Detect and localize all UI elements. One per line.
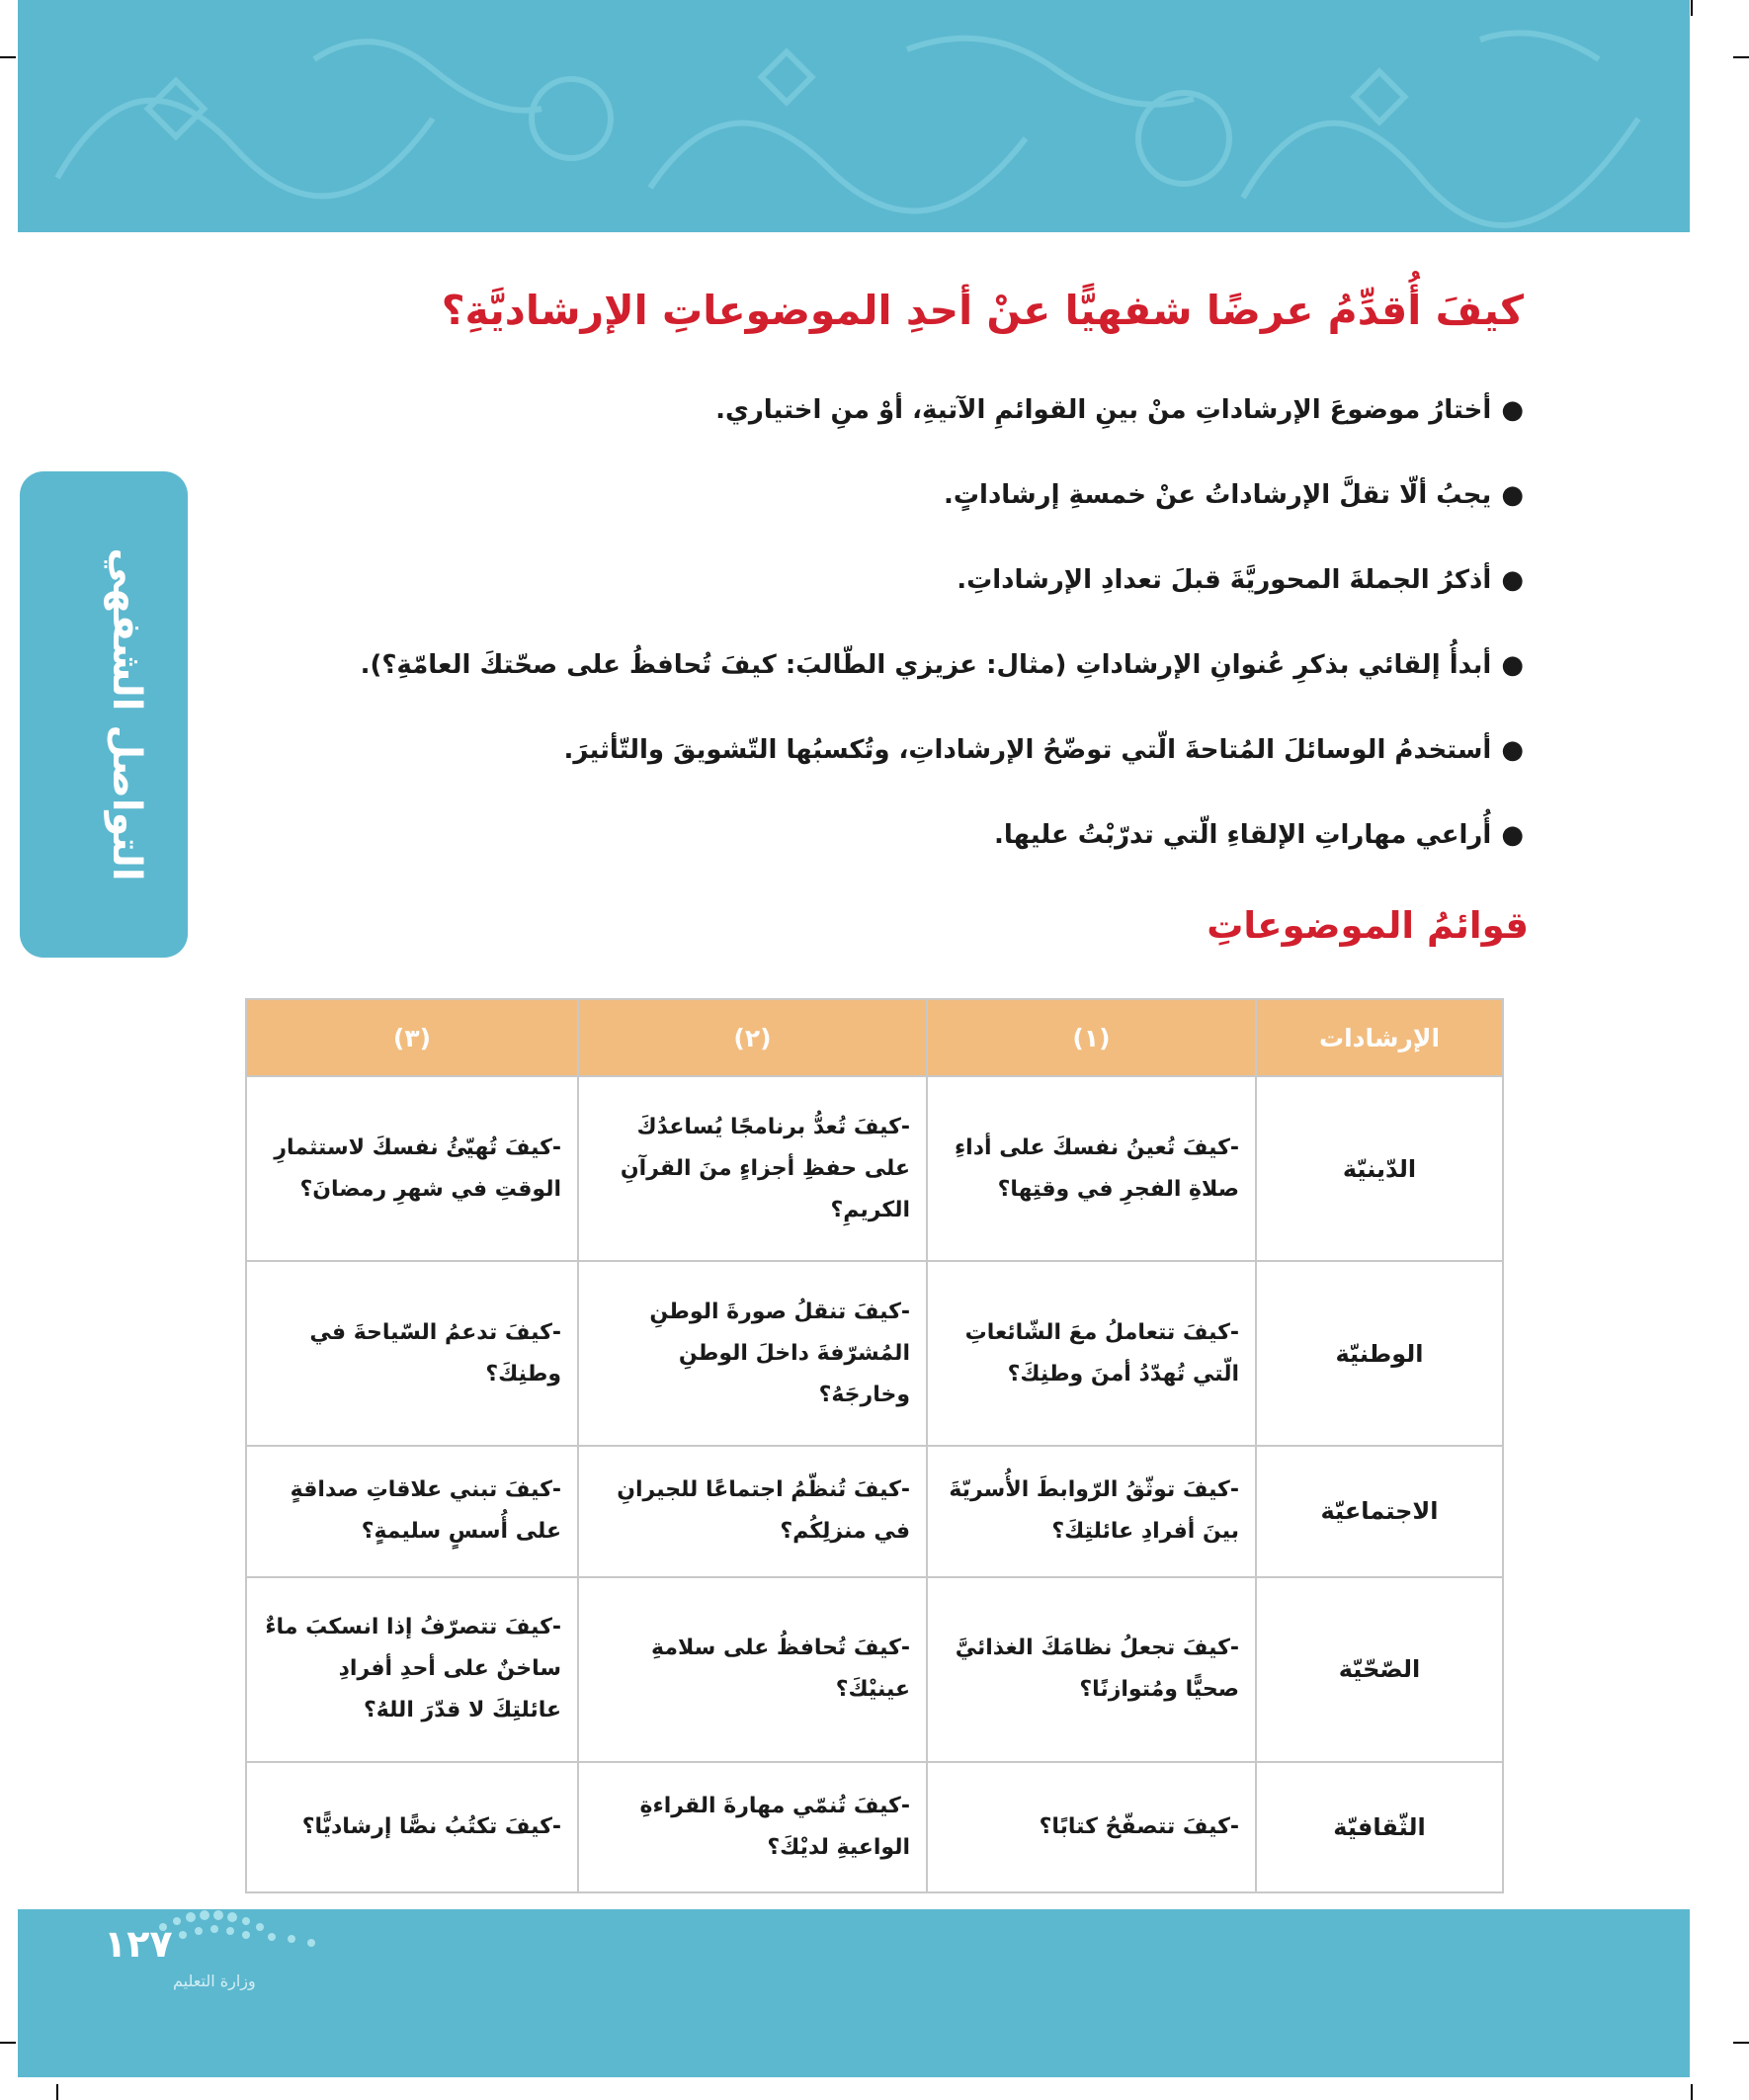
table-cell: -كيفَ تبني علاقاتِ صداقةٍ على أُسسٍ سليمةٍ؟	[246, 1446, 578, 1576]
crop-mark	[1733, 2042, 1749, 2044]
instruction-text: أبدأُ إلقائي بذكرِ عُنوانِ الإرشاداتِ (مثال: عزيزي الطّالبَ: كيفَ تُحافظُ على صحّتكَ العامّةِ؟).	[360, 650, 1492, 680]
calligraphy-pattern	[18, 0, 1690, 232]
table-row	[246, 1076, 1503, 1261]
table-cell: -كيفَ تجعلُ نظامَكَ الغذائيَّ صحيًّا ومُتوازنًا؟	[927, 1577, 1256, 1762]
crop-mark	[0, 56, 16, 58]
list-item	[219, 390, 1524, 475]
crop-mark	[1733, 56, 1749, 58]
side-tab-label: التواصل الشفهي	[104, 547, 149, 882]
crop-mark	[1691, 2084, 1693, 2100]
list-item	[219, 475, 1524, 560]
table-cell: -كيفَ تكتُبُ نصًّا إرشاديًّا؟	[246, 1762, 578, 1892]
page-title: كيفَ أُقدِّمُ عرضًا شفهيًّا عنْ أحدِ الموضوعاتِ الإرشاديَّةِ؟	[441, 287, 1524, 334]
crop-mark	[1691, 0, 1693, 16]
table-cell: -كيفَ تتصفّحُ كتابًا؟	[927, 1762, 1256, 1892]
category-cell: الصّحّيّة	[1256, 1577, 1503, 1762]
table-cell: -كيفَ تُنمّي مهارةَ القراءةِ الواعيةِ لديْكَ؟	[578, 1762, 927, 1892]
crop-mark	[56, 2084, 58, 2100]
table-cell: -كيفَ تتعاملُ معَ الشّائعاتِ الّتي تُهدّدُ أمنَ وطنِكَ؟	[927, 1261, 1256, 1446]
instruction-text: أختارُ موضوعَ الإرشاداتِ منْ بينِ القوائمِ الآتيةِ، أوْ منِ اختياري.	[715, 395, 1492, 425]
table-row	[246, 1261, 1503, 1446]
list-item	[219, 560, 1524, 645]
header-banner	[18, 0, 1690, 232]
list-item	[219, 815, 1524, 900]
column-header: الإرشادات	[1256, 999, 1503, 1076]
instructions-list	[219, 390, 1524, 900]
table-cell: -كيفَ تُحافظُ على سلامةِ عينيْكَ؟	[578, 1577, 927, 1762]
column-header: (٣)	[246, 999, 578, 1076]
table-row	[246, 1577, 1503, 1762]
instruction-text: أستخدمُ الوسائلَ المُتاحةَ الّتي توضّحُ الإرشاداتِ، وتُكسبُها التّشويقَ والتّأثيرَ.	[563, 735, 1492, 765]
topics-table	[245, 998, 1504, 1893]
logo-text: وزارة التعليم	[173, 1972, 256, 1990]
instruction-text: يجبُ ألّا تقلَّ الإرشاداتُ عنْ خمسةِ إرشاداتٍ.	[944, 480, 1492, 510]
category-cell: الثّقافيّة	[1256, 1762, 1503, 1892]
category-cell: الدّينيّة	[1256, 1076, 1503, 1261]
bullet-icon: ●	[1501, 820, 1524, 850]
table-cell: -كيفَ تُهيّئُ نفسكَ لاستثمارِ الوقتِ في شهرِ رمضانَ؟	[246, 1076, 578, 1261]
table-cell: -كيفَ تُعدُّ برنامجًا يُساعدُكَ على حفظِ أجزاءٍ منَ القرآنِ الكريمِ؟	[578, 1076, 927, 1261]
bullet-icon: ●	[1501, 395, 1524, 425]
bullet-icon: ●	[1501, 735, 1524, 765]
table-row	[246, 1762, 1503, 1892]
list-item	[219, 730, 1524, 815]
crop-mark	[0, 2042, 16, 2044]
table-cell: -كيفَ تدعمُ السّياحةَ في وطنِكَ؟	[246, 1261, 578, 1446]
table-header-row	[246, 999, 1503, 1076]
column-header: (٢)	[578, 999, 927, 1076]
instruction-text: أذكرُ الجملةَ المحوريَّةَ قبلَ تعدادِ الإرشاداتِ.	[957, 565, 1492, 595]
table-cell: -كيفَ تتصرّفُ إذا انسكبَ ماءٌ ساخنٌ على أحدِ أفرادِ عائلتِكَ لا قدّرَ اللهُ؟	[246, 1577, 578, 1762]
category-cell: الاجتماعيّة	[1256, 1446, 1503, 1576]
column-header: (١)	[927, 999, 1256, 1076]
table-row	[246, 1446, 1503, 1576]
table-cell: -كيفَ تُعينُ نفسكَ على أداءِ صلاةِ الفجرِ في وقتِها؟	[927, 1076, 1256, 1261]
section-title: قوائمُ الموضوعاتِ	[1207, 904, 1529, 947]
list-item	[219, 645, 1524, 730]
bullet-icon: ●	[1501, 565, 1524, 595]
page-number: ١٢٧	[104, 1922, 173, 1966]
table-cell: -كيفَ توثّقُ الرّوابطَ الأُسريّةَ بينَ أفرادِ عائلتِكَ؟	[927, 1446, 1256, 1576]
table-cell: -كيفَ تنقلُ صورةَ الوطنِ المُشرّفةَ داخلَ الوطنِ وخارجَهُ؟	[578, 1261, 927, 1446]
category-cell: الوطنيّة	[1256, 1261, 1503, 1446]
instruction-text: أُراعي مهاراتِ الإلقاءِ الّتي تدرّبْتُ عليها.	[993, 820, 1492, 850]
bullet-icon: ●	[1501, 650, 1524, 680]
bullet-icon: ●	[1501, 480, 1524, 510]
table-cell: -كيفَ تُنظّمُ اجتماعًا للجيرانِ في منزلِكُم؟	[578, 1446, 927, 1576]
